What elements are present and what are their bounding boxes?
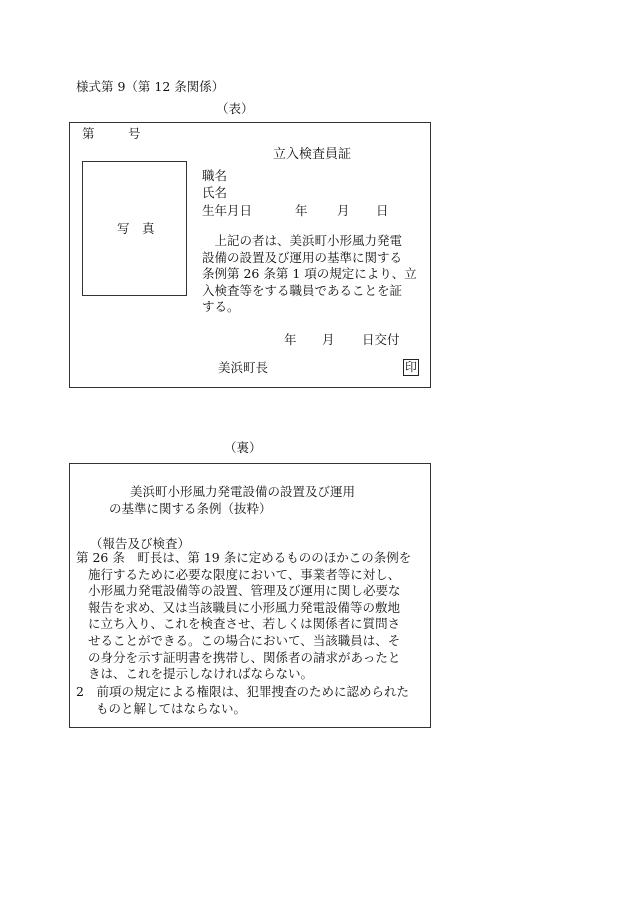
statement-line: 上記の者は、美浜町小形風力発電 xyxy=(202,233,403,248)
article-line: 第 26 条 町長は、第 19 条に定めるもののほかこの条例を xyxy=(76,550,412,565)
paragraph-2-line: 2 前項の規定による権限は、犯罪捜査のために認められた xyxy=(76,684,409,699)
article-line: 報告を求め、又は当該職員に小形風力発電設備等の敷地 xyxy=(88,599,401,615)
back-side-label: （裏） xyxy=(224,440,262,455)
birthdate-label: 生年月日 xyxy=(202,203,253,218)
issuer-label: 美浜町長 xyxy=(218,360,269,375)
issue-date-label: 日交付 xyxy=(362,332,400,347)
statement-line: 条例第 26 条第 1 項の規定により、立 xyxy=(202,266,417,282)
photo-label: 写 真 xyxy=(117,221,155,236)
issue-year-label: 年 xyxy=(284,332,297,347)
statement-line: する。 xyxy=(202,299,240,315)
position-label: 職名 xyxy=(202,168,228,183)
issue-month-label: 月 xyxy=(322,332,335,347)
article-line: 施行するために必要な限度において、事業者等に対し、 xyxy=(88,566,401,582)
section-heading: （報告及び検査） xyxy=(90,536,191,551)
ordinance-title-line2: の基準に関する条例（抜粋） xyxy=(109,501,272,516)
birth-month-label: 月 xyxy=(337,203,350,218)
birth-day-label: 日 xyxy=(376,203,389,218)
number-prefix: 第 xyxy=(82,126,95,141)
form-label: 様式第 9（第 12 条関係） xyxy=(76,79,225,94)
certification-statement xyxy=(202,233,417,316)
article-line: に立ち入り、これを検査させ、若しくは関係者に質問さ xyxy=(88,616,401,632)
statement-line: 設備の設置及び運用の基準に関する xyxy=(202,249,403,265)
card-title: 立入検査員証 xyxy=(273,147,352,162)
article-26-text xyxy=(76,550,411,683)
ordinance-title-line1: 美浜町小形風力発電設備の設置及び運用 xyxy=(130,484,356,499)
name-label: 氏名 xyxy=(202,185,228,200)
article-line: せることができる。この場合において、当該職員は、そ xyxy=(88,632,401,648)
article-line: の身分を示す証明書を携帯し、関係者の請求があったと xyxy=(88,649,401,665)
paragraph-2-text xyxy=(76,684,409,717)
number-suffix: 号 xyxy=(128,126,141,141)
article-line: 小形風力発電設備等の設置、管理及び運用に関し必要な xyxy=(88,583,401,599)
article-line: きは、これを提示しなければならない。 xyxy=(88,666,314,682)
paragraph-2-line: ものと解してはならない。 xyxy=(96,700,247,716)
birth-year-label: 年 xyxy=(295,203,308,218)
seal-mark: 印 xyxy=(404,360,417,374)
front-side-label: （表） xyxy=(216,101,254,116)
statement-line: 入検査等をする職員であることを証 xyxy=(202,282,403,298)
